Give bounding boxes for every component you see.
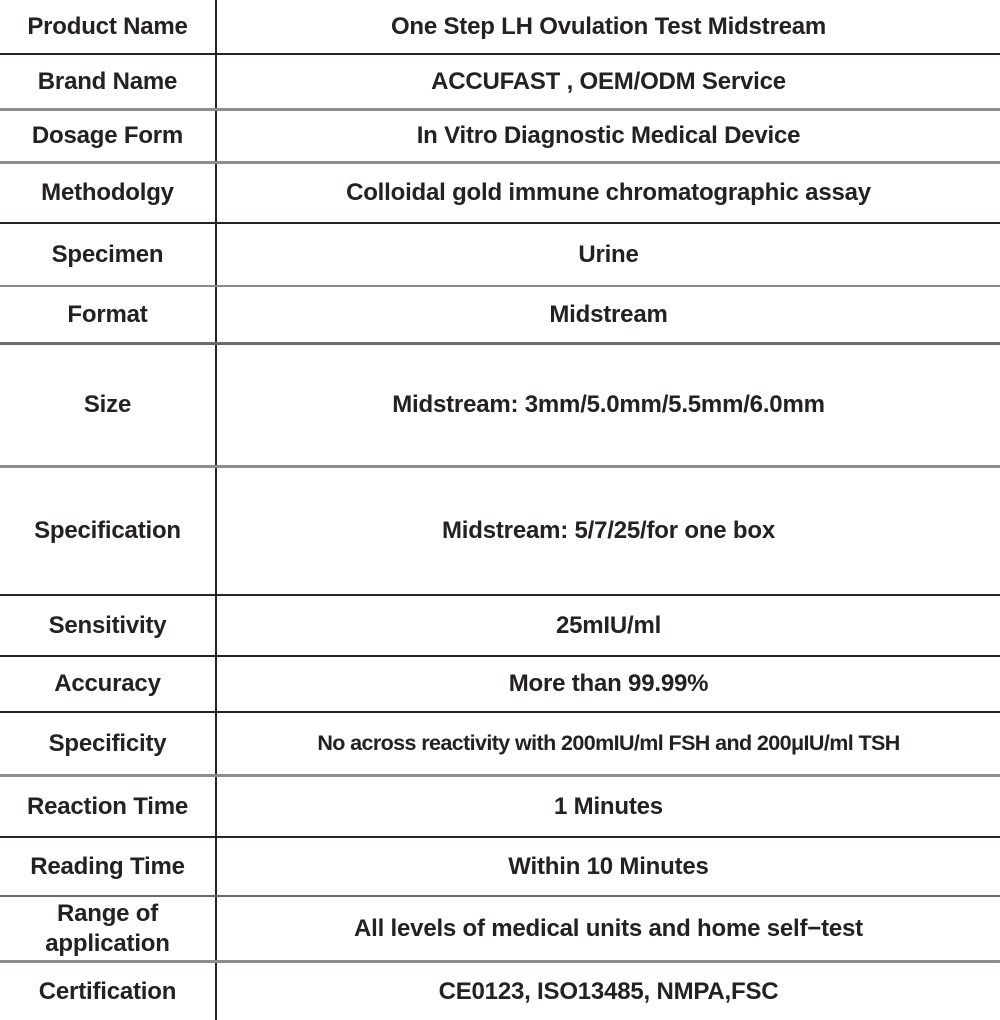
row-value: Midstream: 3mm/5.0mm/5.5mm/6.0mm — [392, 391, 825, 418]
table-row-specificity — [0, 713, 1000, 777]
row-label: Specificity — [0, 713, 217, 774]
row-label: Accuracy — [0, 657, 217, 711]
row-label: Product Name — [0, 0, 217, 53]
row-value: No across reactivity with 200mIU/ml FSH and 200μIU/ml TSH — [317, 731, 900, 755]
row-value: Colloidal gold immune chromatographic assay — [346, 179, 871, 206]
row-value: All levels of medical units and home self−test — [354, 914, 863, 942]
row-value: Urine — [578, 240, 639, 268]
table-row-specimen — [0, 224, 1000, 287]
row-label: Certification — [0, 963, 217, 1020]
row-label: Dosage Form — [0, 111, 217, 161]
row-value: 1 Minutes — [554, 792, 663, 820]
row-value: One Step LH Ovulation Test Midstream — [390, 12, 827, 40]
row-label: Reading Time — [0, 838, 217, 895]
table-row-methodolgy — [0, 164, 1000, 224]
row-value: Midstream — [549, 300, 668, 328]
table-row-format — [0, 287, 1000, 345]
row-label: Format — [0, 287, 217, 342]
row-value: In Vitro Diagnostic Medical Device — [416, 122, 801, 149]
table-row-range-of-application — [0, 897, 1000, 963]
table-row-certification — [0, 963, 1000, 1020]
row-label: Reaction Time — [0, 777, 217, 836]
table-row-brand-name — [0, 55, 1000, 111]
table-row-dosage-form — [0, 111, 1000, 164]
table-row-size — [0, 345, 1000, 468]
row-label: Range of application — [0, 897, 217, 960]
row-label: Sensitivity — [0, 596, 217, 655]
row-label: Size — [0, 345, 217, 465]
row-label: Specification — [0, 468, 217, 594]
row-value: CE0123, ISO13485, NMPA,FSC — [438, 977, 779, 1005]
table-row-reading-time — [0, 838, 1000, 897]
row-value: Midstream: 5/7/25/for one box — [442, 517, 775, 544]
table-row-sensitivity — [0, 596, 1000, 657]
row-value: Within 10 Minutes — [508, 852, 709, 880]
table-row-accuracy — [0, 657, 1000, 713]
row-label: Methodolgy — [0, 164, 217, 222]
table-row-product-name — [0, 0, 1000, 55]
table-row-specification — [0, 468, 1000, 596]
row-label: Specimen — [0, 224, 217, 285]
row-label: Brand Name — [0, 55, 217, 108]
row-value: More than 99.99% — [508, 670, 709, 697]
table-row-reaction-time — [0, 777, 1000, 838]
row-value: 25mIU/ml — [555, 611, 662, 639]
row-value: ACCUFAST , OEM/ODM Service — [431, 67, 786, 95]
